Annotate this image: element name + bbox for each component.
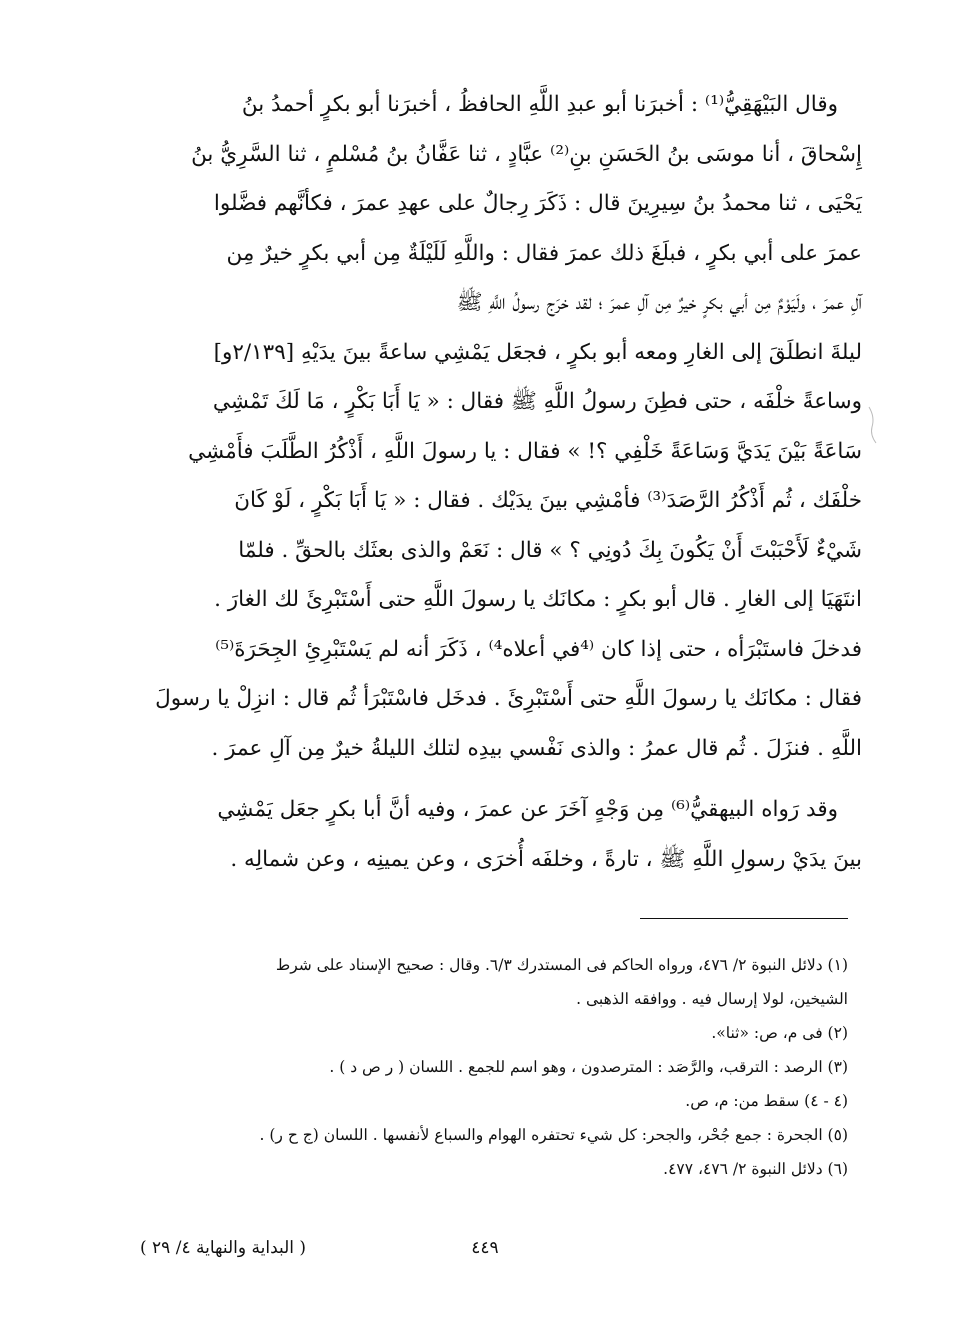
text-line: عمرَ على أبي بكرٍ ، فبلَغَ ذلك عمرَ فقال : واللَّهِ لَلَيْلَةٌ مِن أبي بكرٍ خيرٌ مِن: [226, 240, 862, 266]
footnote-line: الشيخين، لولا إرسال فيه . ووافقه الذهبى .: [576, 990, 848, 1008]
footnote-line: (٦) دلائل النبوة ٢/ ٤٧٦، ٤٧٧.: [663, 1160, 848, 1178]
footnote-line: (٥) الجحرة : جمع جُحْر، والجحر: كل شيء تحتفره الهوام والسباع لأنفسها . اللسان (ج ح ر) .: [259, 1126, 848, 1144]
text-line: فدخلَ فاستَبْرَأه ، حتى إذا كان ⁽⁴في أعلاه⁴⁾ ، ذَكَرَ أنه لم يَسْتَبْرِئِ الجِحَرَةَ⁽⁵⁾: [215, 636, 862, 662]
text-line: اللَّهِ . فنزَلَ . ثُم قال عمرُ : والذى نَفْسي بيدِه لتلك الليلةُ خيرٌ مِن آلِ عمرَ .: [211, 735, 862, 761]
text-line: إِسْحاقَ ، أنا موسَى بنُ الحَسَنِ بنِ⁽²⁾ عبَّادٍ ، ثنا عَفَّانُ بنُ مُسْلمٍ ، ثنا السَّرِيُّ بنُ: [191, 141, 862, 167]
footnote-line: (٣) الرصد : الترقب، والرَّصَد : المترصدون ، وهو اسم للجمع . اللسان ( ر ص د ) .: [329, 1058, 848, 1076]
main-text: [138, 80, 862, 884]
text-line: فقال : مكانَك يا رسولَ اللَّهِ حتى أَسْتَبْرِئَ . فدخَل فاسْتَبْرَأ ثُم قال : انزِلْ يا رسولَ: [155, 686, 862, 711]
text-line: وساعةً خلْفَه ، حتى فطِنَ رسولُ اللَّهِ ﷺ فقال : « يَا أَبَا بَكْرٍ ، مَا لَكَ تَمْشِي: [212, 389, 862, 414]
margin-pencil-mark: [866, 405, 880, 445]
text-line: بينَ يدَيْ رسولِ اللَّهِ ﷺ ، تارةً ، وخلفَه أُخرَى ، وعن يمينِه ، وعن شمالِه .: [230, 846, 862, 872]
paragraph-1: [138, 80, 862, 773]
text-line: انتَهَيَا إلى الغارِ . قال أبو بكرٍ : مكانَك يا رسولَ اللَّهِ حتى أَسْتَبْرِئَ لك الغارَ .: [214, 587, 862, 612]
text-line: آلِ عمرَ ، ولَيَوْمٌ مِن أبي بكرٍ خيرٌ مِن آلِ عمرَ ؛ لقد خرَج رسولُ اللَّهِ ﷺ: [456, 290, 862, 315]
footnote-line: (٢) فى م، ص: «ثنا».: [711, 1024, 848, 1042]
paragraph-2: [138, 785, 862, 884]
footnotes: [138, 948, 848, 1186]
footnote-line: (٤ - ٤) سقط من: م، ص.: [685, 1092, 848, 1110]
text-line: خلْفَك ، ثُم أَذْكُرُ الرَّصَدَ⁽³⁾ فأمْشِي بينَ يدَيْك . فقال : « يَا أَبَا بَكْرٍ ، لَوْ كَانَ: [234, 488, 862, 513]
text-line: ليلةَ انطلَقَ إلى الغارِ ومعه أبو بكرٍ ، فجعَل يَمْشِي ساعةً بينَ يدَيْهِ [٢/١٣٩و]: [213, 339, 862, 365]
footnote-line: (١) دلائل النبوة ٢/ ٤٧٦، ورواه الحاكم فى المستدرك ٦/٣. وقال : صحيح الإسناد على شرط: [275, 956, 848, 974]
text-line: وقال البَيْهَقِيُّ⁽¹⁾ : أخبرَنا أبو عبدِ اللَّهِ الحافظُ ، أخبرَنا أبو بكرٍ أحمدُ بنُ: [241, 92, 838, 117]
text-line: شَيْءٌ لَأَحْبَبْتَ أَنْ يَكُونَ بِكَ دُونِي ؟ » قال : نَعَمْ والذى بعثَك بالحقِّ . فلمّا: [238, 537, 862, 563]
footnote-separator: [640, 918, 848, 919]
text-line: يَحْيَى ، ثنا محمدُ بنُ سِيرِينَ قال : ذَكَرَ رِجالٌ على عهدِ عمرَ ، فكأنَّهم فضَّلوا: [213, 191, 862, 216]
text-line: سَاعَةً بَيْنَ يَدَيَّ وَسَاعَةً خَلْفِي ؟! » فقال : يا رسولَ اللَّهِ ، أَذْكُرُ الطَّلَبَ فأَمْشِي: [188, 438, 862, 464]
page-number: ٤٤٩: [471, 1238, 499, 1258]
source-reference: ( البداية والنهاية ٤/ ٢٩ ): [140, 1238, 307, 1258]
text-line: وقد رَواه البيهقيُّ⁽⁶⁾ مِن وَجْهٍ آخَرَ عن عمرَ ، وفيه أنَّ أبا بكرٍ جعَل يَمْشِي: [217, 797, 838, 822]
